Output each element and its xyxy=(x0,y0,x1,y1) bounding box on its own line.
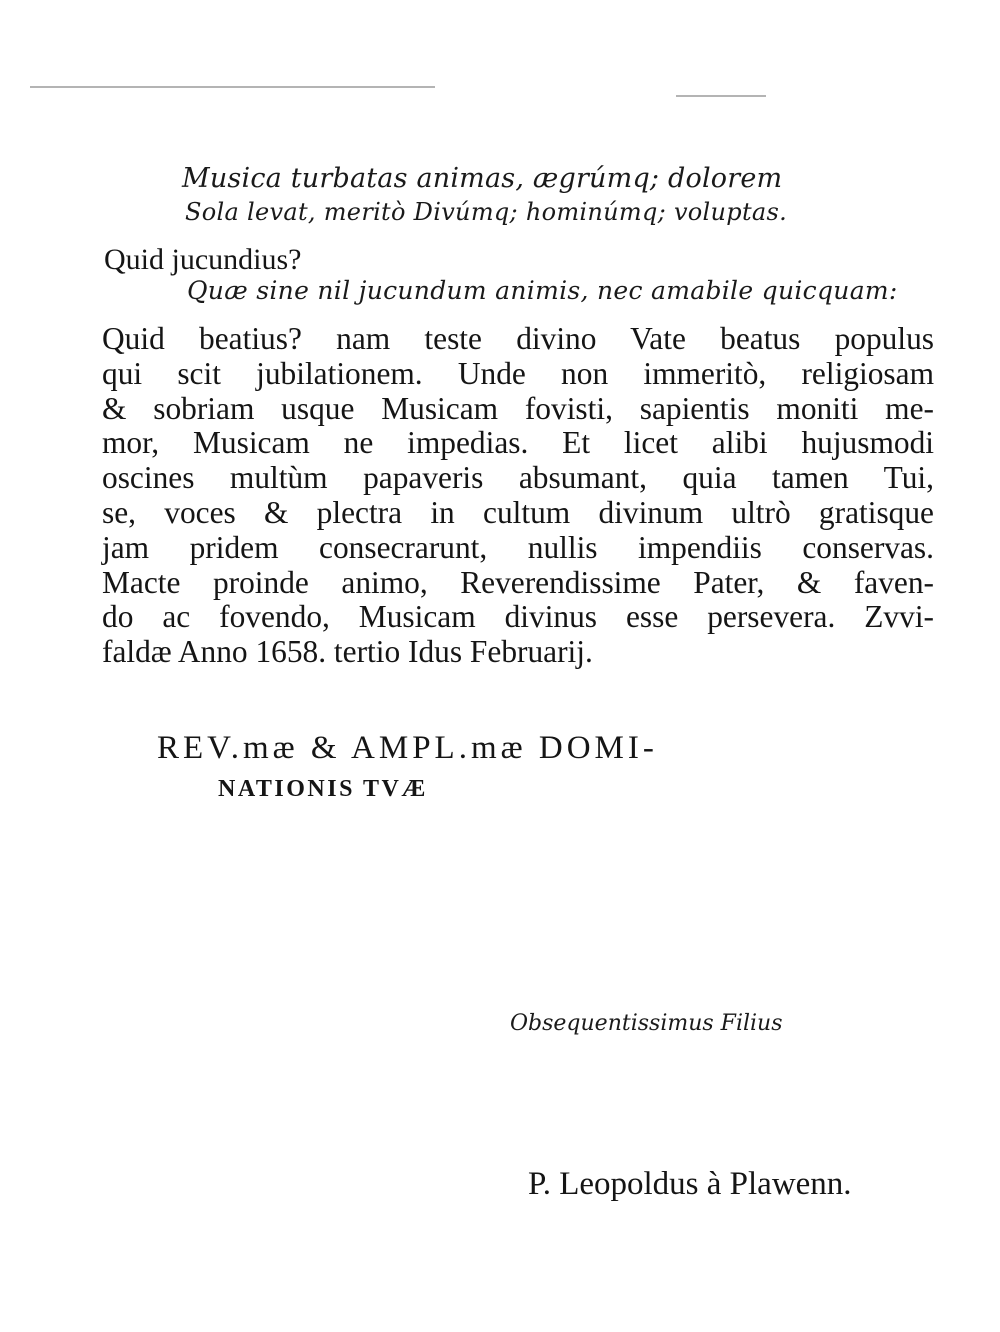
paragraph-line: faldæ Anno 1658. tertio Idus Februarij. xyxy=(102,634,593,670)
paragraph-line: se, voces & plectra in cultum divinum ultrò gratisque xyxy=(102,494,934,530)
paragraph-line: & sobriam usque Musicam fovisti, sapientis moniti me- xyxy=(102,390,934,426)
dedication-paragraph xyxy=(102,322,934,670)
signature-title: Obsequentissimus Filius xyxy=(510,1011,783,1036)
paragraph-line: Quid beatius? nam teste divino Vate beatus populus xyxy=(102,321,934,356)
verse-line-1: Musica turbatas animas, ægrúmq; dolorem xyxy=(182,163,783,194)
verse-line-2: Sola levat, meritò Divúmq; hominúmq; voluptas. xyxy=(185,198,788,226)
paragraph-line: jam pridem consecrarunt, nullis impendiis conservas. xyxy=(102,529,934,565)
closing-salutation-line-2: NATIONIS TVÆ xyxy=(218,776,428,802)
paragraph-line: mor, Musicam ne impedias. Et licet alibi hujusmodi xyxy=(102,425,934,461)
paragraph-line: qui scit jubilationem. Unde non immeritò, religiosam xyxy=(102,355,934,391)
top-rule-left xyxy=(30,86,435,88)
question-line: Quid jucundius? xyxy=(104,243,302,276)
closing-salutation-line-1: REV.mæ & AMPL.mæ DOMI- xyxy=(157,730,658,766)
paragraph-line: do ac fovendo, Musicam divinus esse persevera. Zvvi- xyxy=(102,599,934,635)
paragraph-line: Macte proinde animo, Reverendissime Pater, & faven- xyxy=(102,564,934,600)
quoted-verse: Quæ sine nil jucundum animis, nec amabile quicquam: xyxy=(187,276,898,305)
top-rule-right xyxy=(676,95,766,97)
paragraph-line: oscines multùm papaveris absumant, quia tamen Tui, xyxy=(102,460,934,496)
signature-name: P. Leopoldus à Plawenn. xyxy=(528,1166,852,1202)
